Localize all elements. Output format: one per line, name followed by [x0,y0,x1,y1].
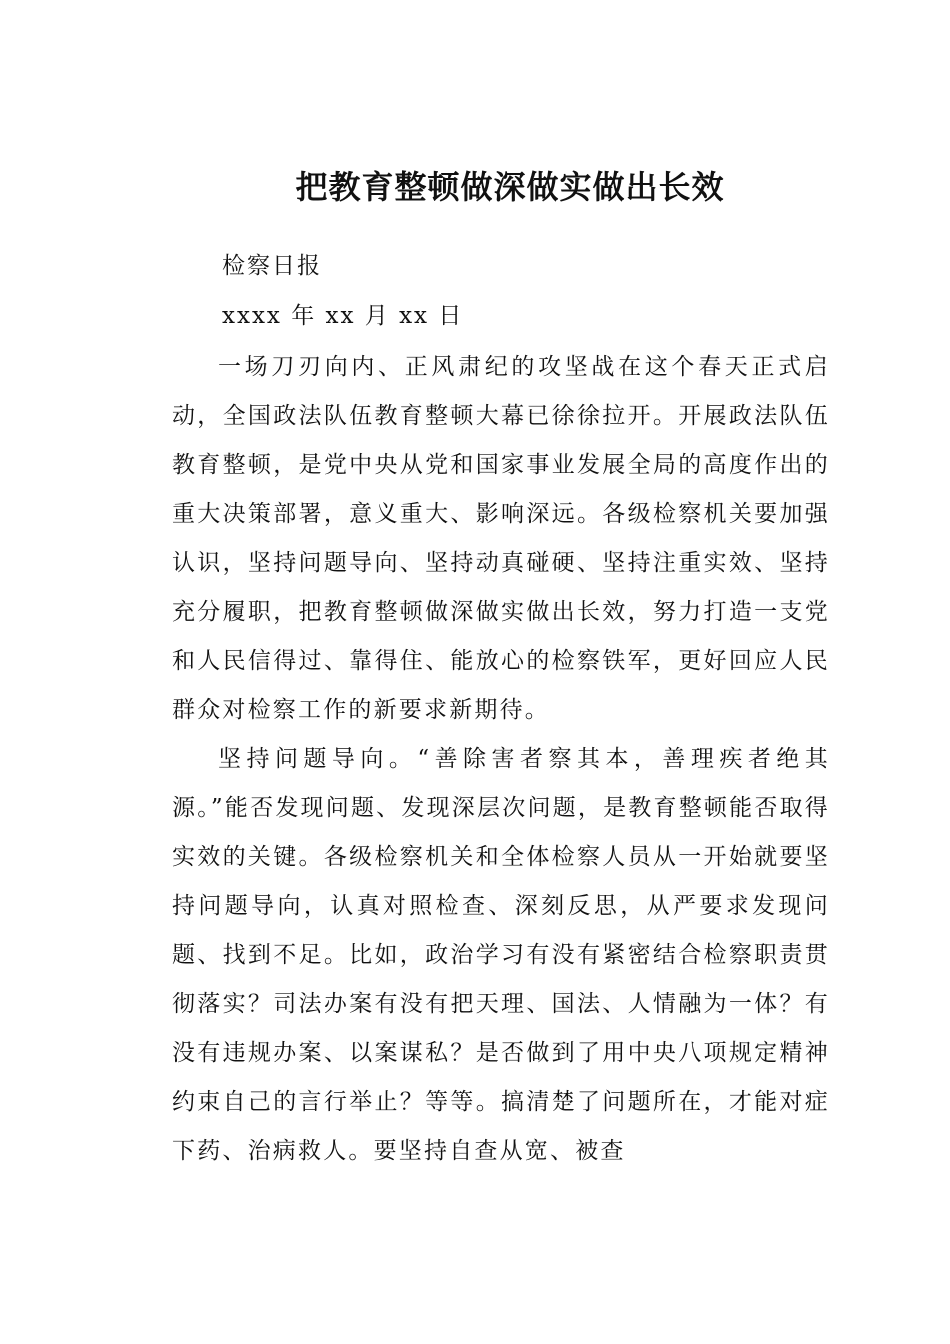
document-title: 把教育整顿做深做实做出长效 [295,168,725,206]
body-paragraph: 一场刀刃向内、正风肃纪的攻坚战在这个春天正式启动，全国政法队伍教育整顿大幕已徐徐拉开。开展政法队伍教育整顿，是党中央从党和国家事业发展全局的高度作出的重大决策部署，意义重大、影响深远。各级检察机关要加强认识，坚持问题导向、坚持动真碰硬、坚持注重实效、坚持充分履职，把教育整顿做深做实做出长效，努力打造一支党和人民信得过、靠得住、能放心的检察铁军，更好回应人民群众对检察工作的新要求新期待。 [172,354,830,723]
body-paragraph: 坚持问题导向。“善除害者察其本，善理疾者绝其源。”能否发现问题、发现深层次问题，是教育整顿能否取得实效的关键。各级检察机关和全体检察人员从一开始就要坚持问题导向，认真对照检查、深刻反思，从严要求发现问题、找到不足。比如，政治学习有没有紧密结合检察职责贯彻落实？司法办案有没有把天理、国法、人情融为一体？有没有违规办案、以案谋私？是否做到了用中央八项规定精神约束自己的言行举止？等等。搞清楚了问题所在，才能对症下药、治病救人。要坚持自查从宽、被查 [172,746,830,1164]
document-source: 检察日报 [222,253,322,279]
document-body [172,343,830,1176]
document-date: xxxx 年 xx 月 xx 日 [222,303,464,329]
